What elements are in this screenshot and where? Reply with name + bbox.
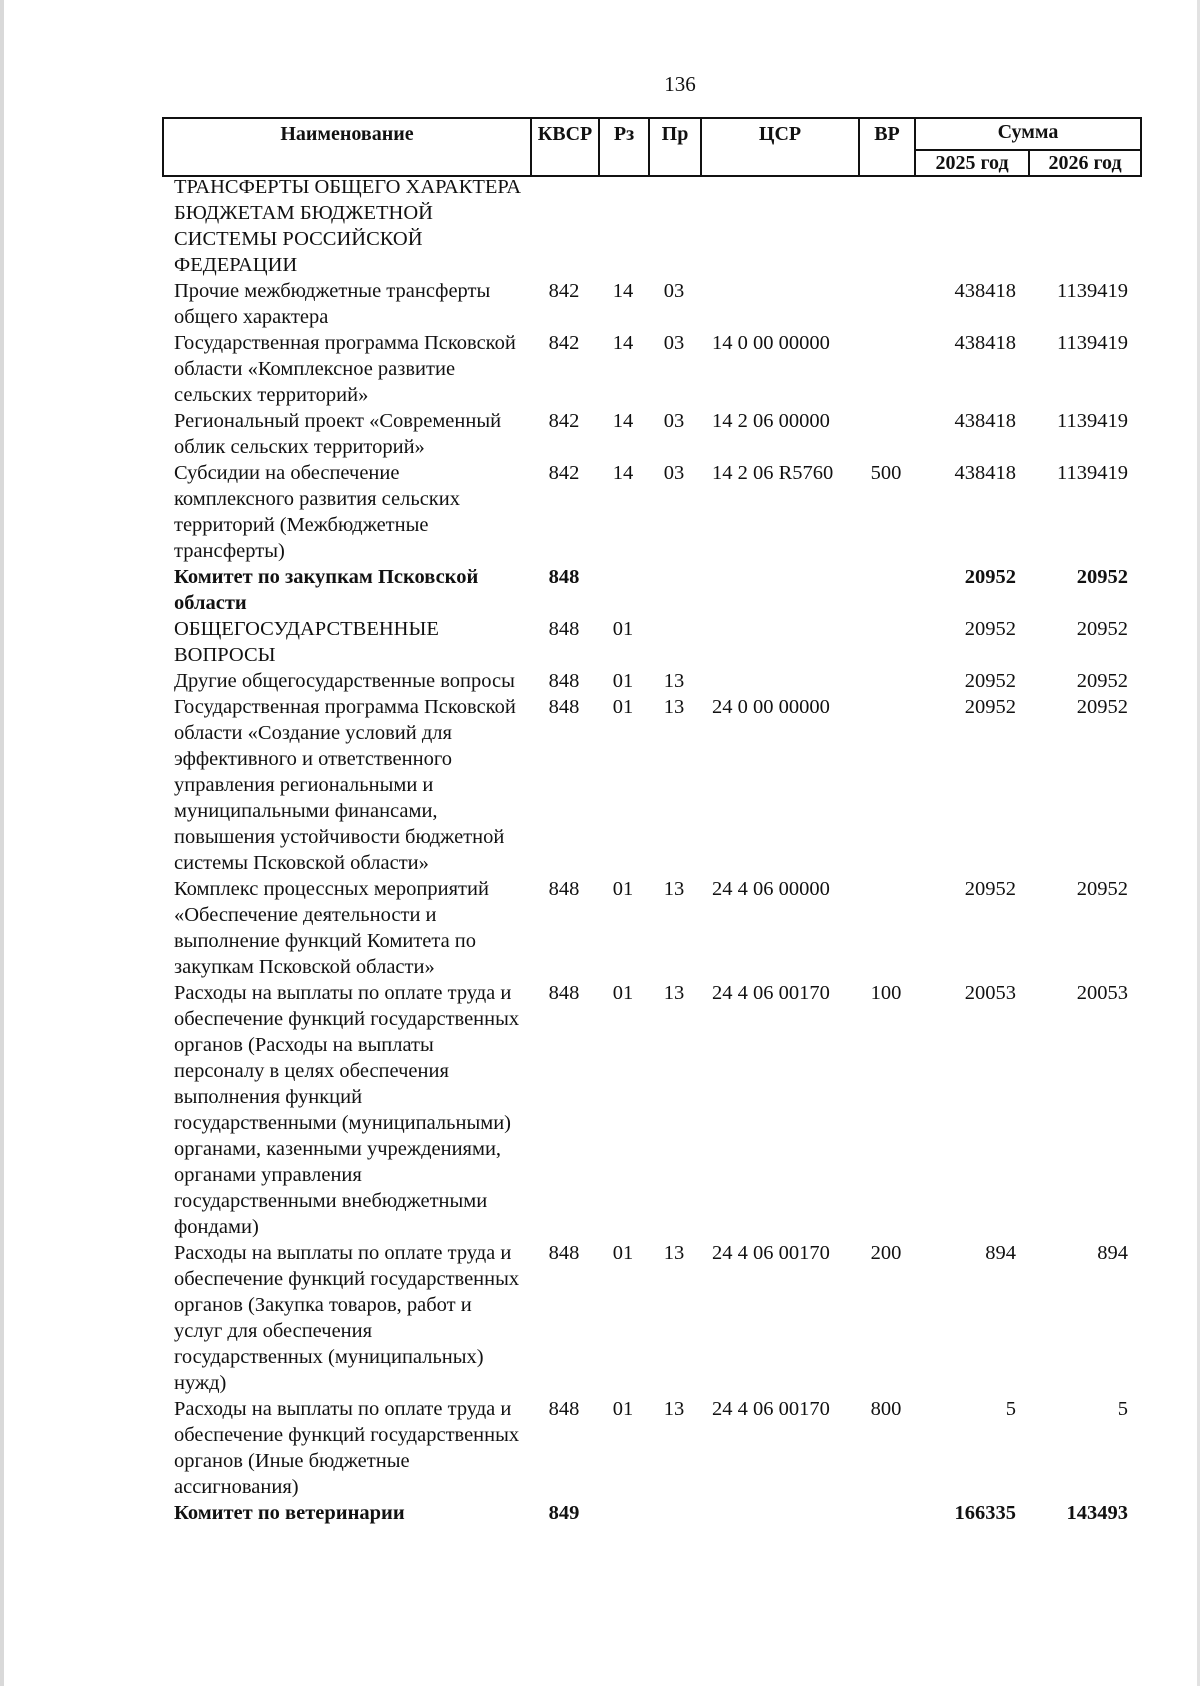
row-rz: 14 — [612, 280, 634, 302]
row-pr: 03 — [663, 280, 685, 302]
row-sum-2025: 20053 — [964, 982, 1016, 1004]
row-rz — [598, 174, 648, 278]
row-rz: 01 — [612, 1398, 634, 1420]
row-csr: 14 0 00 00000 — [712, 332, 830, 354]
budget-table — [162, 174, 1140, 1526]
row-vr — [858, 616, 914, 668]
row-vr — [858, 408, 914, 460]
row-name: Государственная программа Псковской области «Создание условий для эффективного и ответственного управления региональными и муниципальными финансами, повышения устойчивости бюджетной системы Псковской области» — [174, 696, 516, 874]
row-sum-2026: 20952 — [1076, 696, 1128, 718]
row-kvsr: 842 — [548, 462, 580, 484]
row-kvsr: 842 — [548, 410, 580, 432]
row-sum-2025: 438418 — [954, 332, 1016, 354]
row-csr: 14 2 06 R5760 — [712, 462, 834, 484]
row-name: Комитет по ветеринарии — [174, 1502, 405, 1524]
row-pr: 13 — [663, 696, 685, 718]
row-rz: 01 — [612, 878, 634, 900]
table-row — [162, 564, 1140, 616]
row-rz: 01 — [612, 618, 634, 640]
row-pr — [648, 564, 700, 616]
row-pr: 13 — [663, 982, 685, 1004]
row-csr — [700, 564, 858, 616]
row-sum-2026: 5 — [1117, 1398, 1128, 1420]
row-sum-2026: 20952 — [1076, 878, 1128, 900]
row-kvsr — [530, 174, 598, 278]
row-sum-2026: 1139419 — [1057, 410, 1128, 432]
table-row — [162, 174, 1140, 278]
row-rz: 14 — [612, 462, 634, 484]
row-pr — [648, 616, 700, 668]
row-csr — [700, 668, 858, 694]
row-name: Расходы на выплаты по оплате труда и обеспечение функций государственных органов (Расходы на выплаты персоналу в целях обеспечения выполнения функций государственными (муниципальными) органами, казенными учреждениями, органами управления государственными внебюджетными фондами) — [174, 982, 520, 1238]
row-csr: 24 4 06 00000 — [712, 878, 830, 900]
header-name: Наименование — [163, 118, 531, 176]
row-vr — [858, 876, 914, 980]
row-kvsr: 849 — [548, 1502, 580, 1524]
row-vr — [858, 330, 914, 408]
header-vr: ВР — [859, 118, 915, 176]
table-row — [162, 460, 1140, 564]
row-pr: 13 — [663, 1398, 685, 1420]
row-name: ТРАНСФЕРТЫ ОБЩЕГО ХАРАКТЕРА БЮДЖЕТАМ БЮДЖЕТНОЙ СИСТЕМЫ РОССИЙСКОЙ ФЕДЕРАЦИИ — [174, 176, 522, 276]
row-sum-2025 — [914, 174, 1028, 278]
row-vr: 500 — [870, 462, 902, 484]
table-row — [162, 668, 1140, 694]
row-sum-2026: 1139419 — [1057, 332, 1128, 354]
row-name: Комплекс процессных мероприятий «Обеспечение деятельности и выполнение функций Комитета по закупкам Псковской области» — [174, 878, 489, 978]
row-vr: 200 — [870, 1242, 902, 1264]
header-year-2026: 2026 год — [1029, 150, 1141, 176]
table-row — [162, 616, 1140, 668]
row-pr — [648, 174, 700, 278]
row-rz: 01 — [612, 670, 634, 692]
row-rz: 01 — [612, 982, 634, 1004]
row-pr — [648, 1500, 700, 1526]
row-pr: 03 — [663, 332, 685, 354]
row-kvsr: 848 — [548, 618, 580, 640]
row-name: Расходы на выплаты по оплате труда и обеспечение функций государственных органов (Закупка товаров, работ и услуг для обеспечения государственных (муниципальных) нужд) — [174, 1242, 520, 1394]
row-name: Комитет по закупкам Псковской области — [174, 566, 479, 614]
row-sum-2025: 894 — [985, 1242, 1016, 1264]
row-vr — [858, 278, 914, 330]
row-vr — [858, 1500, 914, 1526]
row-name: Региональный проект «Современный облик сельских территорий» — [174, 410, 502, 458]
row-pr: 13 — [663, 1242, 685, 1264]
row-sum-2026: 20952 — [1076, 618, 1128, 640]
row-kvsr: 842 — [548, 280, 580, 302]
page-number: 136 — [664, 72, 696, 96]
table-row — [162, 1500, 1140, 1526]
row-csr — [700, 616, 858, 668]
row-sum-2026: 894 — [1097, 1242, 1128, 1264]
header-year-2025: 2025 год — [915, 150, 1029, 176]
table-row — [162, 694, 1140, 876]
table-row — [162, 980, 1140, 1240]
row-name: Расходы на выплаты по оплате труда и обеспечение функций государственных органов (Иные бюджетные ассигнования) — [174, 1398, 520, 1498]
row-sum-2025: 438418 — [954, 410, 1016, 432]
table-row — [162, 1396, 1140, 1500]
row-rz: 01 — [612, 1242, 634, 1264]
row-csr — [700, 278, 858, 330]
table-row — [162, 278, 1140, 330]
row-csr — [700, 174, 858, 278]
table-row — [162, 876, 1140, 980]
table-row — [162, 1240, 1140, 1396]
row-vr — [858, 694, 914, 876]
row-csr: 14 2 06 00000 — [712, 410, 830, 432]
row-sum-2025: 20952 — [964, 878, 1016, 900]
table-row — [162, 330, 1140, 408]
row-vr — [858, 174, 914, 278]
row-sum-2025: 20952 — [964, 670, 1016, 692]
row-vr — [858, 668, 914, 694]
header-sum: Сумма — [915, 118, 1141, 150]
row-rz: 14 — [612, 410, 634, 432]
row-sum-2025: 438418 — [954, 462, 1016, 484]
row-rz — [598, 564, 648, 616]
row-pr: 13 — [663, 670, 685, 692]
table-row — [162, 408, 1140, 460]
row-kvsr: 848 — [548, 566, 580, 588]
row-sum-2026: 1139419 — [1057, 280, 1128, 302]
row-kvsr: 848 — [548, 1242, 580, 1264]
row-pr: 13 — [663, 878, 685, 900]
row-kvsr: 848 — [548, 696, 580, 718]
row-vr: 100 — [870, 982, 902, 1004]
row-pr: 03 — [663, 410, 685, 432]
row-rz: 01 — [612, 696, 634, 718]
header-rz: Рз — [599, 118, 649, 176]
table-header — [162, 117, 1142, 177]
row-kvsr: 842 — [548, 332, 580, 354]
row-csr: 24 4 06 00170 — [712, 1398, 830, 1420]
row-sum-2026: 20952 — [1076, 670, 1128, 692]
row-sum-2026 — [1028, 174, 1140, 278]
header-pr: Пр — [649, 118, 701, 176]
row-sum-2025: 20952 — [964, 618, 1016, 640]
row-vr: 800 — [870, 1398, 902, 1420]
row-name: Другие общегосударственные вопросы — [174, 670, 515, 692]
row-kvsr: 848 — [548, 1398, 580, 1420]
row-pr: 03 — [663, 462, 685, 484]
row-sum-2026: 20053 — [1076, 982, 1128, 1004]
row-rz: 14 — [612, 332, 634, 354]
row-kvsr: 848 — [548, 670, 580, 692]
row-sum-2025: 166335 — [954, 1502, 1016, 1524]
row-kvsr: 848 — [548, 878, 580, 900]
row-sum-2025: 438418 — [954, 280, 1016, 302]
row-sum-2026: 143493 — [1066, 1502, 1128, 1524]
row-sum-2025: 20952 — [964, 566, 1016, 588]
row-sum-2025: 20952 — [964, 696, 1016, 718]
row-name: ОБЩЕГОСУДАРСТВЕННЫЕ ВОПРОСЫ — [174, 618, 439, 666]
row-vr — [858, 564, 914, 616]
row-csr: 24 4 06 00170 — [712, 982, 830, 1004]
row-csr — [700, 1500, 858, 1526]
row-kvsr: 848 — [548, 982, 580, 1004]
header-kvsr: КВСР — [531, 118, 599, 176]
row-sum-2026: 1139419 — [1057, 462, 1128, 484]
row-rz — [598, 1500, 648, 1526]
row-name: Государственная программа Псковской области «Комплексное развитие сельских территорий» — [174, 332, 516, 406]
row-sum-2026: 20952 — [1076, 566, 1128, 588]
header-csr: ЦСР — [701, 118, 859, 176]
row-sum-2025: 5 — [1005, 1398, 1016, 1420]
scan-edge — [0, 0, 4, 1686]
row-csr: 24 0 00 00000 — [712, 696, 830, 718]
row-csr: 24 4 06 00170 — [712, 1242, 830, 1264]
row-name: Субсидии на обеспечение комплексного развития сельских территорий (Межбюджетные трансферты) — [174, 462, 460, 562]
row-name: Прочие межбюджетные трансферты общего характера — [174, 280, 491, 328]
